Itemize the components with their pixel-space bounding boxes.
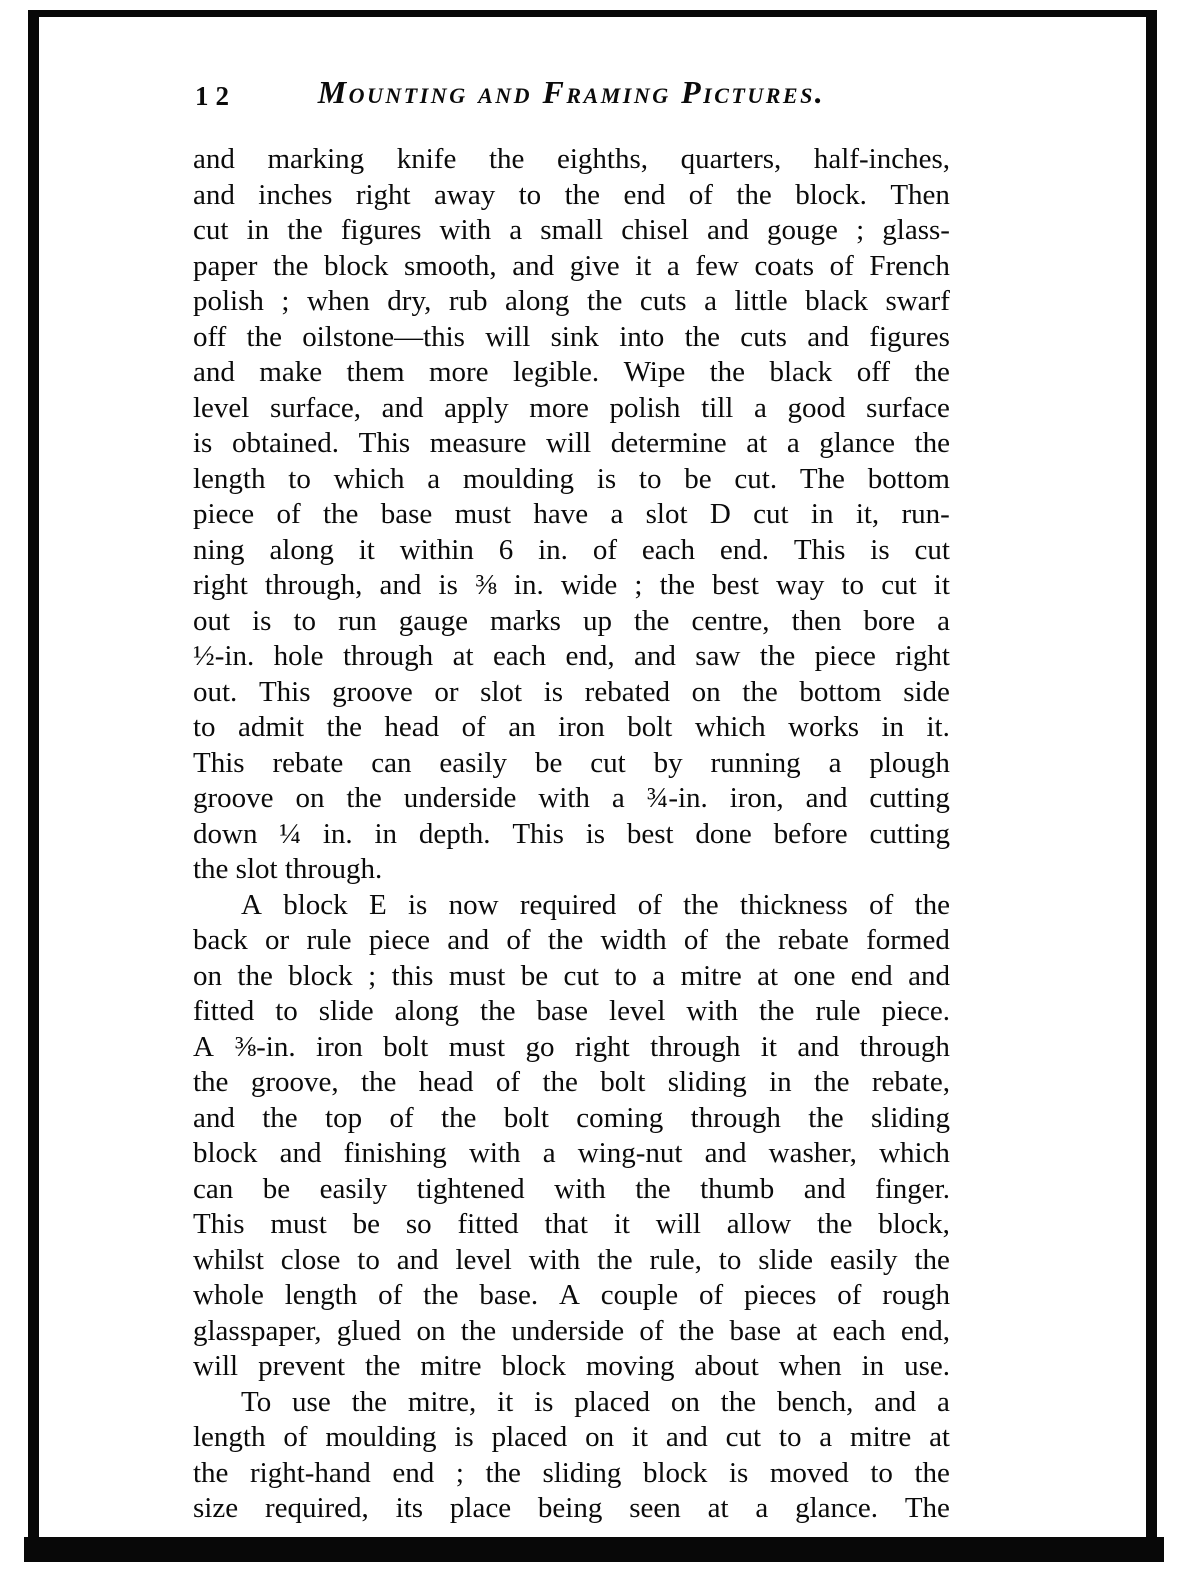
text-line: fitted to slide along the base level with the rule piece. [193,995,950,1027]
text-line: off the oilstone—this will sink into the cuts and figures [193,320,950,353]
text-line: paper the block smooth, and give it a few coats of French [193,249,950,282]
text-line: down ¼ in. in depth. This is best done before cutting [193,817,950,850]
text-line: on the block ; this must be cut to a mitre at one end and [193,959,950,992]
text-line: the right-hand end ; the sliding block is moved to the [193,1456,950,1489]
text-line: and marking knife the eighths, quarters, half-inches, [193,143,950,175]
text-line: the groove, the head of the bolt sliding in the rebate, [193,1066,950,1098]
scan-edge-bottom [24,1537,1164,1562]
text-line: length of moulding is placed on it and cut to a mitre at [193,1421,950,1453]
text-line: A ⅜-in. iron bolt must go right through it and through [193,1030,950,1063]
text-line: piece of the base must have a slot D cut in it, run- [193,498,950,530]
text-line: whole length of the base. A couple of pieces of rough [193,1279,950,1311]
text-line: This must be so fitted that it will allow the block, [193,1208,950,1240]
text-line: cut in the figures with a small chisel and gouge ; glass- [193,214,950,246]
text-line: will prevent the mitre block moving about when in use. [193,1350,950,1382]
text-line: This rebate can easily be cut by running a plough [193,746,950,779]
text-line: size required, its place being seen at a glance. The [193,1492,950,1524]
paragraph [193,1386,950,1528]
text-line: length to which a moulding is to be cut. The bottom [193,462,950,495]
text-line: ning along it within 6 in. of each end. This is cut [193,533,950,566]
text-line: is obtained. This measure will determine at a glance the [193,427,950,459]
page-number: 12 [195,81,236,111]
text-line: To use the mitre, it is placed on the bench, and a [241,1385,950,1418]
scan-edge-right [1146,10,1157,1551]
text-line: and the top of the bolt coming through the sliding [193,1101,950,1134]
text-line: right through, and is ⅜ in. wide ; the best way to cut it [193,569,950,601]
running-title: Mounting and Framing Pictures. [317,74,826,110]
text-line: polish ; when dry, rub along the cuts a little black swarf [193,285,950,317]
paragraph [193,143,950,889]
text-line: out. This groove or slot is rebated on the bottom side [193,675,950,708]
text-line: glasspaper, glued on the underside of the base at each end, [193,1314,950,1347]
text-line: groove on the underside with a ¾-in. iron, and cutting [193,782,950,814]
text-line: whilst close to and level with the rule, to slide easily the [193,1243,950,1276]
text-line: ½-in. hole through at each end, and saw the piece right [193,640,950,672]
page-body [193,143,950,1528]
text-line: block and finishing with a wing-nut and washer, which [193,1137,950,1169]
text-line: level surface, and apply more polish till a good surface [193,391,950,424]
paragraph [193,889,950,1386]
scan-edge-top [28,10,1157,17]
text-line: A block E is now required of the thickness of the [241,888,950,921]
text-line: to admit the head of an iron bolt which works in it. [193,711,950,743]
text-line: and make them more legible. Wipe the black off the [193,356,950,388]
text-line: the slot through. [193,853,383,885]
text-line: out is to run gauge marks up the centre, then bore a [193,604,950,637]
text-line: can be easily tightened with the thumb and finger. [193,1172,950,1205]
page-header [193,74,950,116]
text-line: and inches right away to the end of the block. Then [193,178,950,211]
scan-edge-left [28,10,39,1551]
text-line: back or rule piece and of the width of the rebate formed [193,924,950,956]
